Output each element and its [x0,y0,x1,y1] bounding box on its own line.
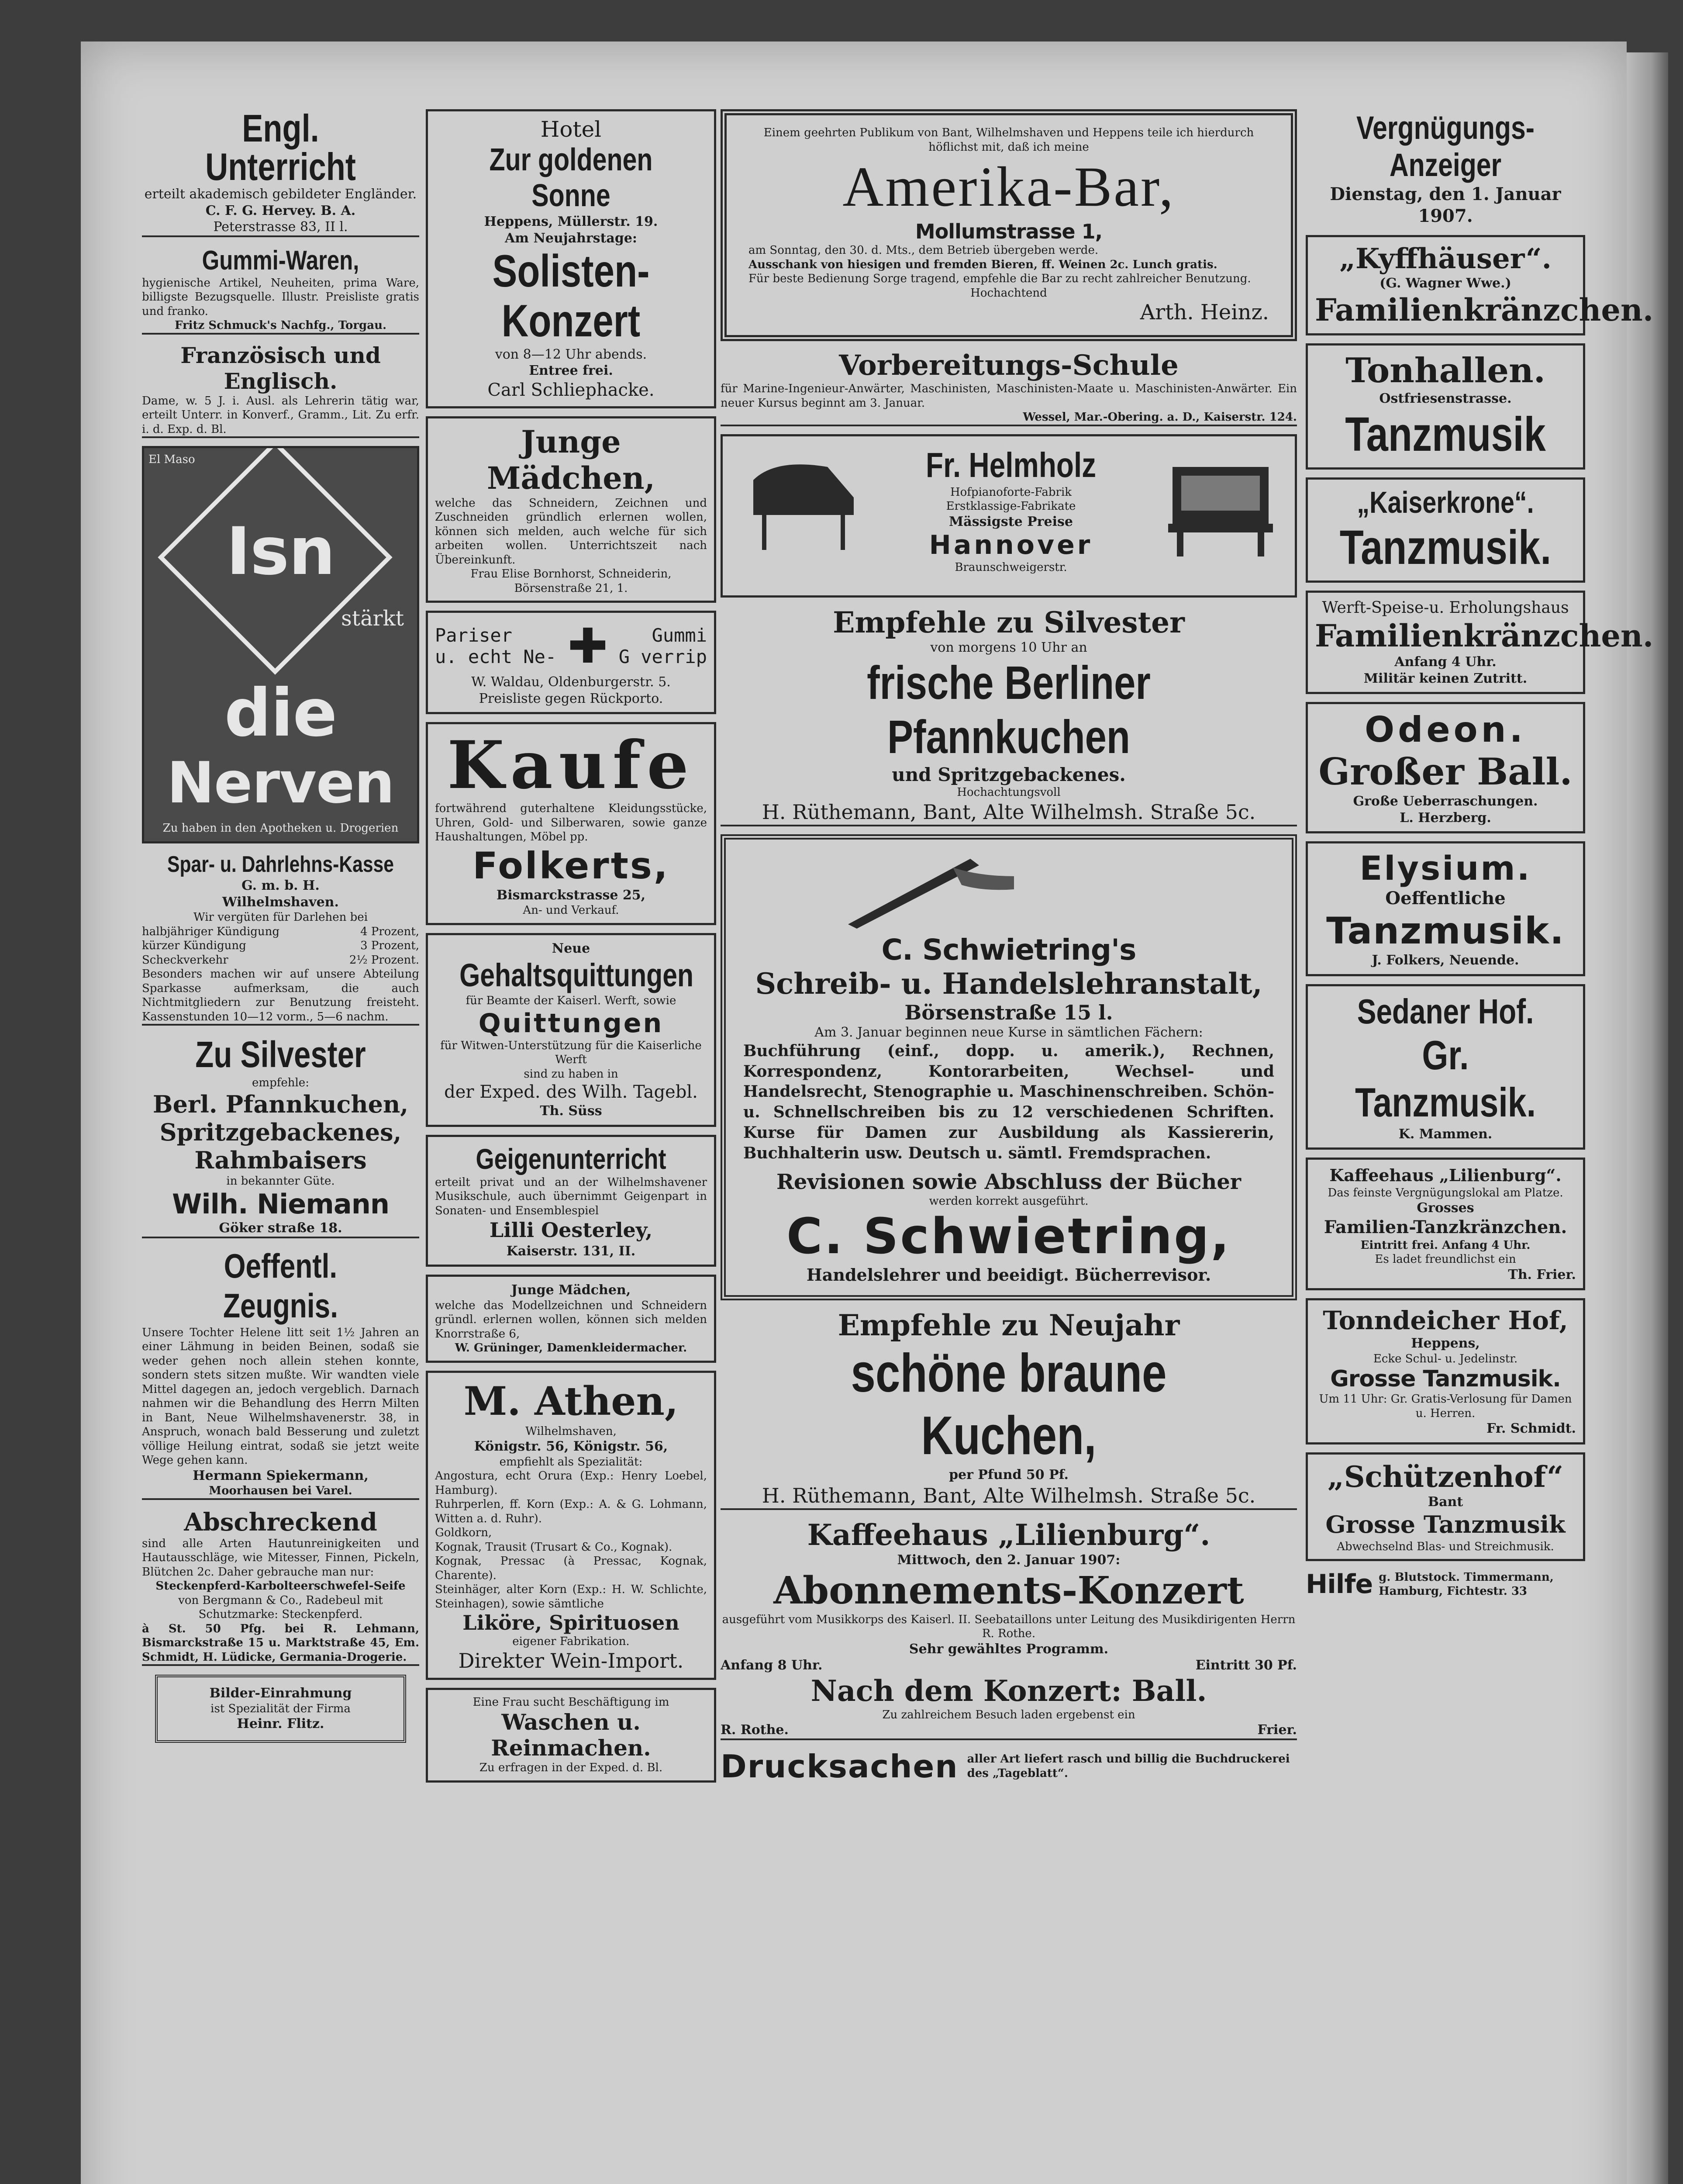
ad-name: L. Herzberg. [1400,810,1491,826]
ad-sub: G. m. b. H. [241,878,320,893]
ad-addr: Börsenstraße 15 l. [904,1001,1113,1025]
rate-label: kürzer Kündigung [142,939,246,952]
ad-title: Zu Silvester [195,1034,366,1075]
ad-big2: Familien-Tanzkränzchen. [1324,1216,1567,1237]
ad-pariser [426,611,716,714]
header-title: Vergnügungs-Anzeiger [1356,110,1535,183]
ad-kaufe [426,722,716,925]
column-3 [721,109,1297,1793]
ad-body: erteilt akademisch gebildeter Engländer. [144,187,417,202]
ad-place: Bant [1428,1494,1463,1510]
ad-title: Schreib- u. Handelslehranstalt, [755,967,1262,1001]
isn-bottom: Zu haben in den Apotheken u. Drogerien [162,821,399,835]
rate-label: halbjähriger Kündigung [142,925,280,938]
ad-name: J. Folkers, Neuende. [1372,953,1519,968]
isn-advert [142,446,419,843]
ad-name: Fr. Helmholz [925,445,1097,484]
ad-name: Folkerts, [472,844,669,887]
ad-name: Th. Süss [540,1103,602,1119]
ad-sub: Das feinste Vergnügungslokal am Platze. [1328,1186,1563,1199]
ad-geigen [426,1135,716,1267]
pariser-l1: Pariser [435,625,513,646]
ad-title: Vorbereitungs-Schule [839,349,1179,382]
ad-big: frische Berliner Pfannkuchen [867,656,1151,764]
ad-title: Abschreckend [184,1507,377,1537]
ad-gummi [142,245,419,335]
ad-item: Berl. Pfannkuchen, [152,1090,409,1118]
isn-small: El Maso [148,453,195,466]
rate-row [142,939,419,953]
ad-addr: Bismarckstrasse 25, [496,887,646,903]
plus-icon: ✚ [567,618,608,674]
pariser-l2: u. echt Ne- [435,646,557,668]
ad-title: Junge Mädchen, [511,1282,631,1298]
ad-title2: Quittungen [478,1008,664,1039]
ad-title: Bilder-Einrahmung [209,1686,352,1701]
ad-title: Odeon. [1365,709,1526,750]
ad-big: Tanzmusik [1345,408,1546,461]
ad-body: fortwährend guterhaltene Kleidungsstücke, Uhren, Gold- und Silberwaren, sowie ganze Haushaltungen, Möbel pp. [435,802,707,844]
ad-note: Zu erfragen in der Exped. d. Bl. [479,1761,663,1775]
ad-sub: (G. Wagner Wwe.) [1380,276,1511,291]
ad-avail: sind zu haben in [524,1067,618,1081]
ad-title: Kaffeehaus „Lilienburg“. [807,1518,1211,1552]
ad-host: Carl Schliephacke. [487,380,655,400]
ad-title: Spar- u. Dahrlehns-Kasse [167,852,394,877]
ad-entry: Eintritt 30 Pf. [1195,1658,1297,1673]
rate-value: 4 Prozent, [360,925,419,938]
ad-addr: Kaiserstr. 131, II. [506,1243,636,1259]
ad-hotel [426,109,716,408]
ad-title: Kaffeehaus „Lilienburg“. [1329,1165,1562,1185]
ad-city: Hannover [929,530,1093,560]
ad-name: Hermann Spiekermann, [193,1468,369,1483]
ad-prog: Sehr gewähltes Programm. [909,1641,1109,1657]
ad-name: C. Schwietring's [881,933,1136,967]
ad-tonndeicher [1306,1298,1585,1444]
helmholz-text [889,445,1133,575]
ad-intro: empfiehlt als Spezialität: [499,1455,643,1469]
pariser-r2: G verrip [618,646,707,668]
ad-close: Für beste Bedienung Sorge tragend, empfehle die Bar zu recht zahlreicher Benutzung. [748,272,1251,285]
ad-schuetzenhof [1306,1452,1585,1562]
ad-body: Besonders machen wir auf unsere Abteilung Sparkasse aufmerksam, die auch Nichtmitgliedern zur Benutzung freisteht. Kassenstunden 10—12 vorm., 5—6 nachm. [142,968,419,1023]
ad-sub: empfehle: [252,1076,309,1089]
ad-tonhallen [1306,343,1585,470]
page-edge [1627,52,1668,2184]
column-4 [1306,109,1654,1607]
isn-word: Isn [226,514,335,590]
ad-body: Unsere Tochter Helene litt seit 1½ Jahren an einer Lähmung in beiden Beinen, sodaß sie weder gehen noch allein stehen konnte, sondern stets sitzen mußte. Wir wandten viele Mittel dagegen an, jedoch vergeblich. Darnach nahmen wir die Behandlung des Herrn Milten in Bant, Neue Wilhelmshavenerstr. 38, in Anspruch, wonach bald Besserung und zuletzt völlige Heilung eintrat, sodaß sie jetzt weite Wege gehen kann. [142,1326,419,1467]
ad-body: welche das Modellzeichnen und Schneidern gründl. erlernen wollen, können sich melden Knorrstraße 6, [435,1299,707,1341]
ad-addr: Peterstrasse 83, II l. [213,219,348,235]
ad-pfannkuchen [721,605,1297,827]
ad-name: Fr. Schmidt. [1486,1421,1576,1436]
ad-schwietring [721,834,1297,1300]
ad-big: C. Schwietring, [786,1208,1231,1265]
ad-title: Junge Mädchen, [486,423,655,496]
ad-title: Empfehle zu Silvester [833,605,1185,639]
ad-title: Französisch und Englisch. [180,342,381,394]
ad-body1: Am 3. Januar beginnen neue Kurse in sämtlichen Fächern: [814,1025,1203,1040]
ad-when: Am Neujahrstage: [504,230,638,246]
ad-name: Heinr. Flitz. [237,1716,324,1731]
ad-addr: Ecke Schul- u. Jedelinstr. [1373,1352,1518,1365]
rate-row [142,953,419,968]
ad-title: Gehaltsquittungen [459,957,694,994]
ad-start: Anfang 8 Uhr. [721,1658,823,1673]
pariser-right [619,625,707,667]
start-entry-row [721,1657,1297,1674]
ad-werft [1306,591,1654,694]
ad-title: Werft-Speise-u. Erholungshaus [1322,599,1569,617]
ad-addr: Mollumstrasse 1, [915,220,1103,243]
ad-helmholz [721,434,1297,598]
ad-body2: Buchführung (einf., dopp. u. amerik.), Rechnen, Korrespondenz, Kontorarbeiten, Wechsel- und Handelsrecht, Stenographie u. Maschinenschreiben. Schön- u. Schnellschreiben bis zu 12 verschiedenen Schriften. Kurse für Damen zur Ausbildung als Kassiererin, Buchhalterin usw. Deutsch u. sämtl. Fremdsprachen. [743,1041,1274,1162]
ad-junge2 [426,1275,716,1363]
ad-name: Th. Frier. [1508,1267,1576,1282]
sign-row [721,1722,1297,1738]
ad-sedaner [1306,984,1585,1150]
ad-invite: Zu zahlreichem Besuch laden ergebenst ein [882,1708,1135,1721]
ad-entry: Eintritt frei. Anfang 4 Uhr. [1360,1238,1531,1252]
ad-kyffhaeuser [1306,235,1654,335]
ad-hilfe [1306,1569,1585,1600]
ad-name: W. Grüninger, Damenkleidermacher. [455,1341,687,1355]
rate-row [142,925,419,939]
ad-junge [426,416,716,603]
ad-addr: Heppens, Müllerstr. 19. [484,214,658,229]
ad-foot: Handelslehrer und beeidigt. Bücherrevisor. [806,1265,1211,1285]
ad-fab: eigener Fabrikation. [512,1635,630,1648]
ad-name2: Frier. [1257,1722,1297,1738]
pariser-left [435,625,556,667]
ad-body: ausgeführt vom Musikkorps des Kaiserl. II. Seebataillons unter Leitung des Musikdirigenten Herrn R. Rothe. [722,1613,1296,1641]
ad-title: Zur goldenen Sonne [489,142,653,213]
ad-intro: Wir vergüten für Darlehen bei [193,911,368,924]
ad-big: Familienkränzchen. [1315,291,1654,328]
ad-title: Drucksachen [721,1748,959,1785]
ad-big: Grosse Tanzmusik [1325,1510,1566,1538]
ad-big: Gr. Tanzmusik. [1355,1032,1536,1125]
rate-value: 3 Prozent, [360,939,419,952]
ad-item: Goldkorn, [435,1526,492,1540]
ad-title: Tonhallen. [1345,350,1545,390]
ad-body: hygienische Artikel, Neuheiten, prima Ware, billigste Bezugsquelle. Illustr. Preisliste gratis und franko. [142,276,419,318]
ad-big: Familienkränzchen. [1315,618,1654,654]
ad-note: Preisliste gegen Rückporto. [479,691,663,706]
ad-item: Steinhäger, alter Korn (Exp.: H. W. Schlichte, Steinhagen), sowie sämtliche [435,1583,707,1610]
ad-neujahr [721,1308,1297,1510]
ad-rev: Revisionen sowie Abschluss der Bücher [776,1169,1242,1194]
ad-date: Mittwoch, den 2. Januar 1907: [897,1552,1121,1568]
pen-hand-icon [743,850,1274,933]
ad-big: Großer Ball. [1318,750,1573,793]
ad-name1: R. Rothe. [721,1722,789,1738]
ad-big: Abonnements-Konzert [773,1568,1244,1613]
ad-note: Militär keinen Zutritt. [1363,670,1528,686]
upright-piano-icon [1168,463,1273,559]
ad-item: Rahmbaisers [194,1146,367,1174]
ad-place: Heppens, [1411,1336,1480,1351]
ad-gehalt [426,933,716,1127]
ad-rev2: werden korrekt ausgeführt. [929,1194,1089,1208]
ad-item: Spritzgebackenes, [159,1118,402,1146]
ad-amerika [721,109,1297,341]
ad-kaffeehaus [721,1518,1297,1740]
ad-sub: Große Ueberraschungen. [1353,794,1538,809]
ad-athen [426,1371,716,1680]
ad-pre: Neue [552,940,590,956]
ad-big1: Grosses [1417,1200,1474,1216]
ad-item: Kognak, Pressac (à Pressac, Kognak, Charente). [435,1555,707,1582]
ad-name: K. Mammen. [1398,1126,1493,1142]
ad-title: Amerika-Bar, [842,156,1175,218]
ad-title: Sedaner Hof. [1357,992,1534,1031]
ad-engl [142,109,419,237]
ad-name: H. Rüthemann, Bant, Alte Wilhelmsh. Straße 5c. [762,1483,1256,1507]
ad-entry: Entree frei. [529,363,613,379]
ad-firm: Fritz Schmuck's Nachfg., Torgau. [174,319,387,332]
ad-sale: à St. 50 Pfg. bei R. Lehmann, Bismarckstraße 15 u. Marktstraße 45, Em. Schmidt, H. Lüdicke, Germania-Drogerie. [142,1622,419,1664]
rate-value: 2½ Prozent. [349,953,419,967]
ad-sub2: Erstklassige-Fabrikate [946,500,1076,513]
ad-place: Moorhausen bei Varel. [209,1484,352,1497]
ad-product: Steckenpferd-Karbolteerschwefel-Seife [155,1579,406,1593]
ad-sub: Oeffentliche [1385,888,1506,909]
ad-sub: und Spritzgebackenes. [892,764,1126,786]
ad-likor: Liköre, Spirituosen [462,1611,679,1635]
ad-name: Wilh. Niemann [172,1188,390,1220]
isn-nerven: Nerven [167,750,394,816]
ad-big: Grosse Tanzmusik. [1330,1366,1561,1392]
ad-direct: Direkter Wein-Import. [458,1648,684,1673]
ad-sign: Hochachtungsvoll [957,786,1061,799]
ad-franz [142,342,419,439]
ad-firm: W. Waldau, Oldenburgerstr. 5. [471,674,671,690]
ad-kaiserkrone [1306,477,1585,583]
ad-addr: Göker straße 18. [219,1220,342,1236]
ad-big: Tanzmusik. [1326,909,1565,952]
ad-item: Angostura, echt Orura (Exp.: Henry Loebel, Hamburg). [435,1469,707,1497]
ad-place: Wilhelmshaven, [525,1424,617,1438]
ad-sign: Hochachtend [970,286,1047,300]
ad-title: Engl. Unterricht [205,107,356,188]
ad-elysium [1306,841,1585,976]
ad-odeon [1306,702,1585,833]
ad-title: „Kyffhäuser“. [1339,242,1552,275]
ad-title: Empfehle zu Neujahr [838,1308,1180,1343]
ad-item: Ruhrperlen, ff. Korn (Exp.: A. & G. Lohmann, Witten a. d. Ruhr). [435,1498,707,1525]
ad-body: sind alle Arten Hautunreinigkeiten und Hautausschläge, wie Mitesser, Finnen, Pickeln, Blütchen 2c. Daher gebrauche man nur: [142,1537,419,1579]
ad-sub: An- und Verkauf. [523,904,619,917]
pariser-row [435,618,707,674]
ad-city2: Braunschweigerstr. [955,561,1067,574]
ad-body: g. Blutstock. Timmermann, Hamburg, Fichtestr. 33 [1379,1570,1554,1598]
pen-icon [839,850,1023,929]
ad-name: C. F. G. Hervey. B. A. [205,203,356,218]
ad-big: Tanzmusik. [1339,521,1552,574]
ad-serve: Ausschank von hiesigen und fremden Bieren, ff. Weinen 2c. Lunch gratis. [748,258,1217,271]
ad-body: welche das Schneidern, Zeichnen und Zuschneiden gründlich erlernen wollen, können sich melden, auch welche für sich arbeiten wollen. Unterrichtszeit nach Übereinkunft. [435,496,707,567]
ad-place: der Exped. des Wilh. Tagebl. [444,1082,698,1102]
ad-price: Mässigste Preise [949,514,1073,529]
ad-time: von 8—12 Uhr abends. [495,346,647,362]
ad-start: Anfang 4 Uhr. [1394,654,1497,670]
pariser-r1: Gummi [652,625,707,646]
ad-place: Wilhelmshaven. [222,894,339,910]
column-2 [426,109,716,1790]
ad-firm: von Bergmann & Co., Radebeul mit Schutzmarke: Steckenpferd. [178,1593,383,1621]
ad-addr: Königstr. 56, Königstr. 56, [474,1439,668,1455]
ad-bilder [155,1675,406,1743]
ad-name: H. Rüthemann, Bant, Alte Wilhelmsh. Straße 5c. [762,800,1256,824]
ad-name: Wessel, Mar.-Obering. a. D., Kaiserstr. 124. [1023,411,1297,424]
ad-pre: Hotel [540,117,602,142]
ad-sub: Ostfriesenstrasse. [1379,390,1512,406]
ad-invite: Es ladet freundlichst ein [1375,1253,1516,1266]
ad-silvester [142,1033,419,1238]
ad-sub: für Beamte der Kaiserl. Werft, sowie [466,994,676,1008]
ad-body: für Marine-Ingenieur-Anwärter, Maschinisten, Maschinisten-Maate u. Maschinisten-Anwärter. Ein neuer Kursus beginnt am 3. Januar. [721,382,1297,410]
ad-abschreckend [142,1508,419,1666]
ad-intro: Eine Frau sucht Beschäftigung im [472,1695,669,1709]
ad-big: schöne braune Kuchen, [851,1343,1167,1466]
ad-sub1: Hofpianoforte-Fabrik [950,485,1072,499]
ad-ball: Nach dem Konzert: Ball. [810,1673,1207,1708]
ad-spar [142,851,419,1026]
ad-open: am Sonntag, den 30. d. Mts., dem Betrieb übergeben werde. [748,244,1099,257]
ad-zeugnis [142,1246,419,1500]
ad-time: von morgens 10 Uhr an [930,639,1087,655]
ad-title: Oeffentl. Zeugnis. [223,1246,338,1325]
grand-piano-icon [749,454,862,559]
column-1 [142,109,419,1743]
isn-die: die [224,675,337,751]
ad-lilienburg [1306,1158,1585,1290]
ad-body: Dame, w. 5 J. i. Ausl. als Lehrerin tätig war, erteilt Unterr. in Konverf., Gramm., Lit. Zu erfr. i. d. Exp. d. Bl. [142,394,419,436]
rate-label: Scheckverkehr [142,953,228,967]
ad-title: Geigenunterricht [476,1142,666,1175]
vergnuegungs-header [1306,109,1585,227]
ad-frau [426,1688,716,1783]
ad-body: erteilt privat und an der Wilhelmshavener Musikschule, auch übernimmt Geigenpart in Sonaten- und Ensemblespiel [435,1175,707,1217]
ad-title: „Schützenhof“ [1327,1459,1564,1494]
ad-title: Tonndeicher Hof, [1323,1306,1568,1335]
ad-title: „Kaiserkrone“. [1357,485,1534,519]
ad-big: Solisten-Konzert [492,246,650,347]
ad-sub: ist Spezialität der Firma [210,1702,351,1715]
ad-price: per Pfund 50 Pf. [949,1467,1069,1483]
ad-vorb [721,349,1297,426]
ad-title: M. Athen, [463,1378,679,1424]
ad-body: aller Art liefert rasch und billig die Buchdruckerei des „Tageblatt“. [967,1752,1290,1780]
ad-note: in bekannter Güte. [226,1174,335,1188]
ad-note: Um 11 Uhr: Gr. Gratis-Verlosung für Damen u. Herren. [1319,1393,1572,1420]
ad-title: Gummi-Waren, [202,245,359,276]
ad-intro: Einem geehrten Publikum von Bant, Wilhelmshaven und Heppens teile ich hierdurch höflichst mit, daß ich meine [763,126,1254,154]
ad-name: Lilli Oesterley, [489,1218,653,1242]
ad-sub: Abwechselnd Blas- und Streichmusik. [1337,1540,1554,1553]
ad-title: Elysium. [1359,849,1531,888]
ad-item: Kognak, Trausit (Trusart & Co., Kognak). [435,1540,673,1554]
ad-name: Frau Elise Bornhorst, Schneiderin, Börsenstraße 21, 1. [470,567,672,595]
isn-side: stärkt [341,606,404,631]
ad-title: Waschen u. Reinmachen. [491,1709,651,1761]
ad-drucksachen [721,1748,1297,1785]
ad-title: Hilfe [1306,1569,1373,1600]
ad-sub2: für Witwen-Unterstützung für die Kaiserliche Werft [440,1039,702,1067]
header-date: Dienstag, den 1. Januar 1907. [1330,184,1561,226]
ad-name: Arth. Heinz. [1140,300,1269,325]
ad-title: Kaufe [447,727,695,804]
